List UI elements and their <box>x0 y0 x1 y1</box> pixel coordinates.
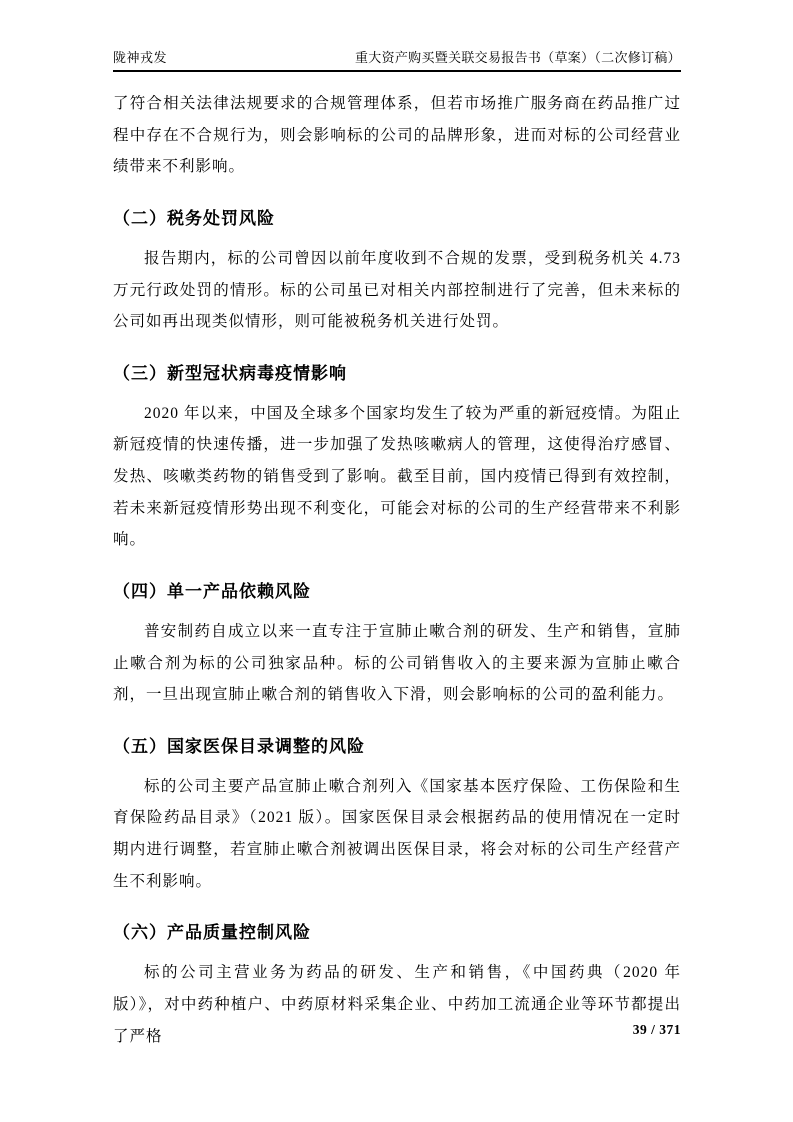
header-report-title: 重大资产购买暨关联交易报告书（草案）（二次修订稿） <box>354 50 681 65</box>
section-heading-product-quality-risk: （六）产品质量控制风险 <box>113 923 311 943</box>
section-heading-medical-insurance-catalog-risk: （五）国家医保目录调整的风险 <box>113 736 365 756</box>
page-header <box>113 50 681 72</box>
section-heading-covid-impact: （三）新型冠状病毒疫情影响 <box>113 363 347 383</box>
intro-paragraph: 了符合相关法律法规要求的合规管理体系，但若市场推广服务商在药品推广过程中存在不合规行为，则会影响标的公司的品牌形象，进而对标的公司经营业绩带来不利影响。 <box>113 95 681 176</box>
section-paragraph-single-product-risk: 普安制药自成立以来一直专注于宣肺止嗽合剂的研发、生产和销售，宣肺止嗽合剂为标的公司独家品种。标的公司销售收入的主要来源为宣肺止嗽合剂，一旦出现宣肺止嗽合剂的销售收入下滑，则会影响标的公司的盈利能力。 <box>113 622 681 704</box>
section-paragraph-covid-impact: 2020 年以来，中国及全球多个国家均发生了较为严重的新冠疫情。为阻止新冠疫情的快速传播，进一步加强了发热咳嗽病人的管理，这使得治疗感冒、发热、咳嗽类药物的销售受到了影响。截至目前，国内疫情已得到有效控制，若未来新冠疫情形势出现不利变化，可能会对标的公司的生产经营带来不利影响。 <box>113 404 681 549</box>
section-paragraph-product-quality-risk: 标的公司主营业务为药品的研发、生产和销售，《中国药典（2020 年版）》，对中药种植户、中药原材料采集企业、中药加工流通企业等环节都提出了严格 <box>113 964 681 1045</box>
section-heading-single-product-risk: （四）单一产品依赖风险 <box>113 582 311 602</box>
page-footer <box>113 1022 681 1038</box>
section-heading-tax-penalty-risk: （二）税务处罚风险 <box>113 209 275 229</box>
document-body <box>113 88 681 1052</box>
page-number: 39 / 371 <box>632 1022 681 1037</box>
section-paragraph-tax-penalty-risk: 报告期内，标的公司曾因以前年度收到不合规的发票，受到税务机关 4.73万元行政处罚的情形。标的公司虽已对相关内部控制进行了完善，但未来标的公司如再出现类似情形，则可能被税务机关进行处罚。 <box>113 249 681 331</box>
section-paragraph-medical-insurance-catalog-risk: 标的公司主要产品宣肺止嗽合剂列入《国家基本医疗保险、工伤保险和生育保险药品目录》（2021 版）。国家医保目录会根据药品的使用情况在一定时期内进行调整，若宣肺止嗽合剂被调出医保目录，将会对标的公司生产经营产生不利影响。 <box>113 777 681 890</box>
header-company-name: 陇神戎发 <box>113 50 168 65</box>
